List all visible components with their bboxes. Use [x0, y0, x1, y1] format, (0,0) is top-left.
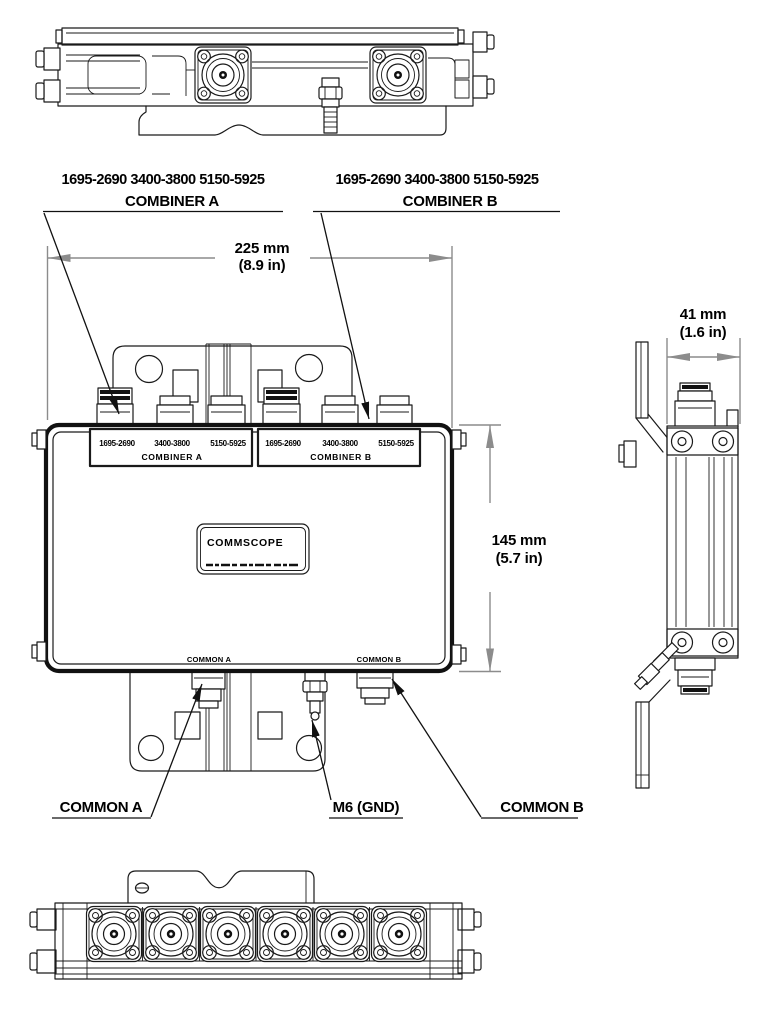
ground-stud-top-view [319, 78, 342, 133]
bottom-view [30, 871, 481, 979]
combiner-a-freq-text: 1695-2690 3400-3800 5150-5925 [61, 172, 265, 188]
panel-b-freq1: 1695-2690 [265, 439, 301, 448]
combiner-b-text: COMBINER B [402, 193, 498, 210]
n-connector-flange [201, 907, 256, 962]
height-dim-mm: 145 mm [491, 532, 547, 549]
panel-b-freq2: 3400-3800 [322, 439, 358, 448]
panel-a-freq1: 1695-2690 [99, 439, 135, 448]
callout-ground [312, 720, 403, 818]
side-bracket-top [619, 342, 674, 467]
dimension-height [459, 425, 546, 672]
brand-text: COMMSCOPE [207, 537, 284, 549]
combiner-a-leader [44, 213, 119, 414]
port-stub [377, 396, 412, 426]
side-ground-lug [635, 643, 679, 690]
port-stub [322, 396, 358, 426]
n-connector-flange [144, 907, 199, 962]
side-body [667, 426, 738, 658]
width-dim-mm: 225 mm [234, 240, 290, 257]
top-view [36, 28, 494, 135]
depth-dim-in: (1.6 in) [679, 324, 727, 341]
port-stub [157, 396, 193, 426]
width-dim-in: (8.9 in) [238, 257, 286, 274]
callout-combiner-b [313, 172, 560, 419]
combiner-b-freq-text: 1695-2690 3400-3800 5150-5925 [335, 172, 539, 188]
depth-dim-mm: 41 mm [679, 306, 727, 323]
mounting-bracket-bottom [130, 670, 325, 771]
top-connector-stubs [97, 388, 412, 426]
callout-combiner-a [43, 172, 283, 414]
panel-combiner-a [90, 429, 252, 466]
n-connector-flange [87, 907, 142, 962]
side-bottom-connector [675, 658, 715, 694]
n-connector-flange [258, 907, 313, 962]
bracket-hole [136, 356, 163, 383]
common-a-port-stub [192, 671, 225, 708]
bracket-hole [297, 736, 322, 761]
side-view [619, 342, 738, 788]
side-port-right-bottom [473, 76, 494, 98]
device-common-b-label: COMMON B [356, 655, 402, 664]
side-port-left-top [36, 48, 60, 70]
panel-a-freq2: 3400-3800 [154, 439, 190, 448]
n-connector-flange-top-a [195, 47, 251, 103]
top-view-bracket-tab [139, 106, 446, 135]
common-b-text: COMMON B [500, 799, 584, 816]
common-b-port-stub [357, 671, 393, 704]
panel-a-freq3: 5150-5925 [210, 439, 246, 448]
front-view [32, 344, 466, 771]
n-connector-flange [372, 907, 427, 962]
device-common-a-label: COMMON A [186, 655, 232, 664]
n-connector-flange-top-b [370, 47, 426, 103]
bottom-view-bracket [128, 871, 314, 903]
panel-a-name: COMBINER A [141, 452, 203, 462]
port-stub [208, 396, 245, 426]
common-a-text: COMMON A [59, 799, 143, 816]
port-stub-capped [263, 388, 300, 426]
ground-leader [312, 720, 331, 800]
ground-stud [303, 671, 327, 720]
bottom-connector-row [87, 907, 427, 962]
port-stub-capped [97, 388, 133, 426]
common-a-leader [151, 684, 202, 817]
side-bracket-bottom [636, 680, 670, 788]
panel-b-freq3: 5150-5925 [378, 439, 414, 448]
panel-b-name: COMBINER B [310, 452, 372, 462]
brand-label [197, 524, 309, 574]
common-b-leader [392, 679, 481, 817]
panel-combiner-b [258, 429, 420, 466]
bracket-hole [296, 355, 323, 382]
side-port-left-bottom [36, 80, 60, 102]
n-connector-flange [315, 907, 370, 962]
combiner-b-leader [321, 213, 369, 419]
side-top-connector [675, 383, 715, 427]
side-port-right-top [473, 32, 494, 52]
bracket-hole [139, 736, 164, 761]
combiner-a-text: COMBINER A [124, 193, 220, 210]
callout-common-a [52, 684, 202, 818]
ground-text: M6 (GND) [332, 799, 400, 816]
top-rail [62, 28, 458, 45]
callout-common-b [392, 679, 584, 818]
height-dim-in: (5.7 in) [495, 550, 543, 567]
